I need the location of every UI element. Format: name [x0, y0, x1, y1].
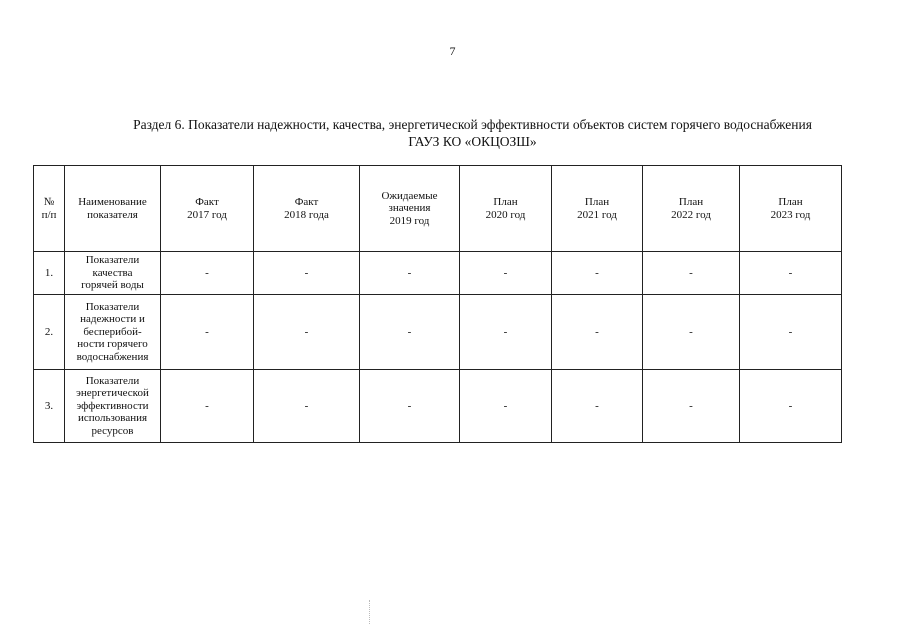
header-indicator-name: Наименование показателя [65, 166, 161, 252]
page-number: 7 [449, 44, 456, 58]
value-plan-2020: - [460, 370, 552, 443]
row-indicator-name: Показатели качества горячей воды [65, 252, 161, 295]
row-indicator-name: Показатели энергетической эффективности использования ресурсов [65, 370, 161, 443]
table-header-row [34, 166, 842, 252]
value-fact-2017: - [161, 252, 254, 295]
value-expected-2019: - [360, 252, 460, 295]
table-row [34, 295, 842, 370]
value-expected-2019: - [360, 295, 460, 370]
value-plan-2023: - [740, 295, 842, 370]
header-plan-2021: План 2021 год [552, 166, 643, 252]
value-plan-2022: - [643, 252, 740, 295]
value-expected-2019: - [360, 370, 460, 443]
value-plan-2020: - [460, 295, 552, 370]
value-fact-2018: - [254, 252, 360, 295]
header-fact-2018: Факт 2018 года [254, 166, 360, 252]
value-plan-2021: - [552, 370, 643, 443]
header-plan-2023: План 2023 год [740, 166, 842, 252]
value-fact-2018: - [254, 370, 360, 443]
table-row [34, 252, 842, 295]
value-plan-2023: - [740, 252, 842, 295]
section-title [60, 116, 885, 150]
value-plan-2023: - [740, 370, 842, 443]
header-expected-2019: Ожидаемые значения 2019 год [360, 166, 460, 252]
value-plan-2022: - [643, 295, 740, 370]
value-fact-2017: - [161, 295, 254, 370]
table-row [34, 370, 842, 443]
row-number: 2. [34, 295, 65, 370]
row-number: 3. [34, 370, 65, 443]
value-plan-2022: - [643, 370, 740, 443]
value-plan-2021: - [552, 252, 643, 295]
row-number: 1. [34, 252, 65, 295]
header-fact-2017: Факт 2017 год [161, 166, 254, 252]
section-title-line-2: ГАУЗ КО «ОКЦОЗШ» [408, 134, 537, 149]
row-indicator-name: Показатели надежности и бесперибой- ности горячего водоснабжения [65, 295, 161, 370]
value-plan-2020: - [460, 252, 552, 295]
value-plan-2021: - [552, 295, 643, 370]
header-plan-2022: План 2022 год [643, 166, 740, 252]
indicators-table [33, 165, 842, 443]
section-title-line-1: Раздел 6. Показатели надежности, качества, энергетической эффективности объектов систем горячего водоснабжения [133, 117, 812, 132]
value-fact-2018: - [254, 295, 360, 370]
value-fact-2017: - [161, 370, 254, 443]
header-plan-2020: План 2020 год [460, 166, 552, 252]
header-number: № п/п [34, 166, 65, 252]
scan-artifact-mark [369, 600, 371, 624]
